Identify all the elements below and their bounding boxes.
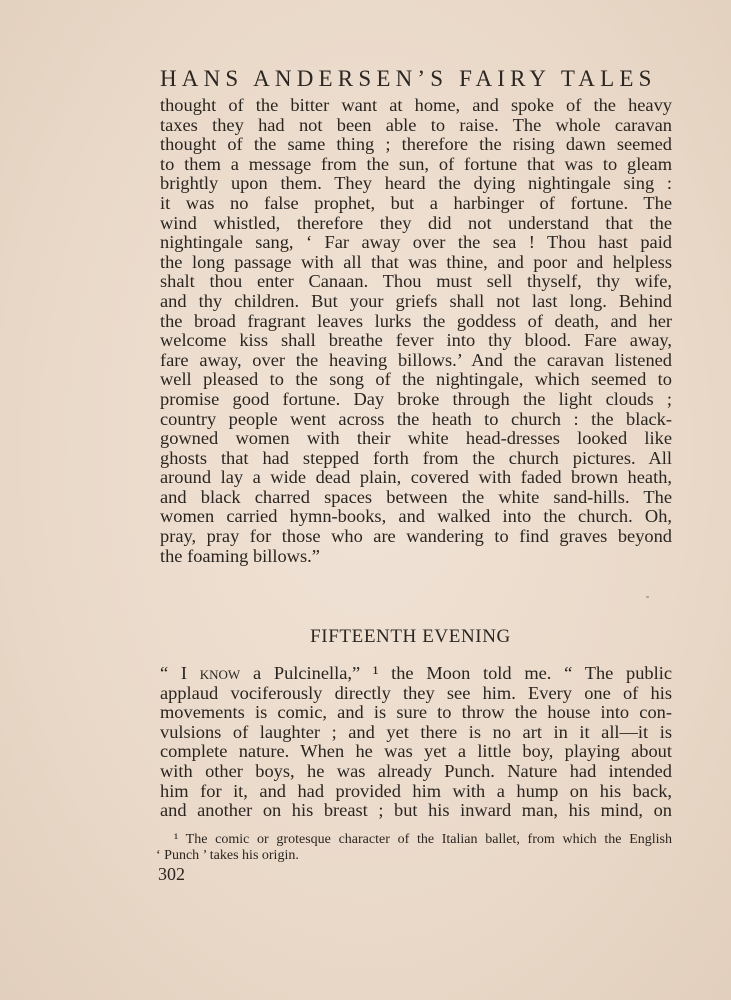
footnote — [156, 832, 672, 864]
text-line: him for it, and had provided him with a hump on his back, — [160, 780, 672, 801]
footnote-line: ¹ The comic or grotesque character of the Italian ballet, from which the English — [174, 832, 672, 847]
text-line: the broad fragrant leaves lurks the goddess of death, and her — [160, 310, 672, 331]
text-line: wind whistled, therefore they did not understand that the — [160, 212, 672, 233]
text-line: taxes they had not been able to raise. The whole caravan — [160, 114, 672, 135]
text-line: well pleased to the song of the nightingale, which seemed to — [160, 369, 672, 390]
section-title-text: FIFTEENTH EVENING — [310, 626, 511, 647]
text-line: thought of the same thing ; therefore the rising dawn seemed — [160, 134, 672, 155]
text-line: movements is comic, and is sure to throw the house into con- — [160, 702, 672, 723]
text-line: women carried hymn-books, and walked into the church. Oh, — [160, 506, 672, 527]
page-number: 302 — [158, 864, 185, 884]
text-line: pray, pray for those who are wandering to find graves beyond — [160, 526, 672, 547]
text-line: promise good fortune. Day broke through the light clouds ; — [160, 388, 672, 409]
text-line: the long passage with all that was thine, and poor and helpless — [160, 251, 672, 272]
text-line: around lay a wide dead plain, covered with faded brown heath, — [160, 467, 672, 488]
text-line: vulsions of laughter ; and yet there is no art in it all—it is — [160, 721, 672, 742]
section-title — [0, 626, 731, 648]
text-line: gowned women with their white head-dresses looked like — [160, 428, 672, 449]
text-line: the foaming billows.” — [160, 545, 320, 566]
first-line-rest: a Pulcinella,” ¹ the Moon told me. “ The public — [240, 663, 672, 683]
text-line: country people went across the heath to church : the black- — [160, 408, 672, 429]
text-line: shalt thou enter Canaan. Thou must sell thyself, thy wife, — [160, 271, 672, 292]
text-line: brightly upon them. They heard the dying nightingale sing : — [160, 173, 672, 194]
text-line: fare away, over the heaving billows.’ And the caravan listened — [160, 349, 672, 370]
paragraph-1 — [160, 96, 672, 566]
text-line: and black charred spaces between the white sand-hills. The — [160, 486, 672, 507]
text-line: complete nature. When he was yet a little boy, playing about — [160, 741, 672, 762]
text-line: it was no false prophet, but a harbinger of fortune. The — [160, 192, 672, 213]
text-line-first — [160, 664, 672, 684]
footnote-line: ‘ Punch ’ takes his origin. — [156, 848, 299, 863]
opening-quote: “ I — [160, 663, 200, 683]
text-line: with other boys, he was already Punch. Nature had intended — [160, 760, 672, 781]
text-line: ghosts that had stepped forth from the church pictures. All — [160, 447, 672, 468]
small-caps-word: know — [199, 663, 241, 683]
text-line: nightingale sang, ‘ Far away over the sea ! Thou hast paid — [160, 232, 672, 253]
paper-speck — [646, 596, 649, 598]
text-line: welcome kiss shall breathe fever into thy blood. Fare away, — [160, 330, 672, 351]
text-line: to them a message from the sun, of fortune that was to gleam — [160, 153, 672, 174]
running-head: HANS ANDERSEN’S FAIRY TALES — [160, 66, 657, 91]
text-line: applaud vociferously directly they see him. Every one of his — [160, 682, 672, 703]
text-line: thought of the bitter want at home, and spoke of the heavy — [160, 95, 672, 115]
paragraph-2 — [160, 664, 672, 821]
text-line: and another on his breast ; but his inward man, his mind, on — [160, 800, 672, 821]
text-line: and thy children. But your griefs shall not last long. Behind — [160, 290, 672, 311]
